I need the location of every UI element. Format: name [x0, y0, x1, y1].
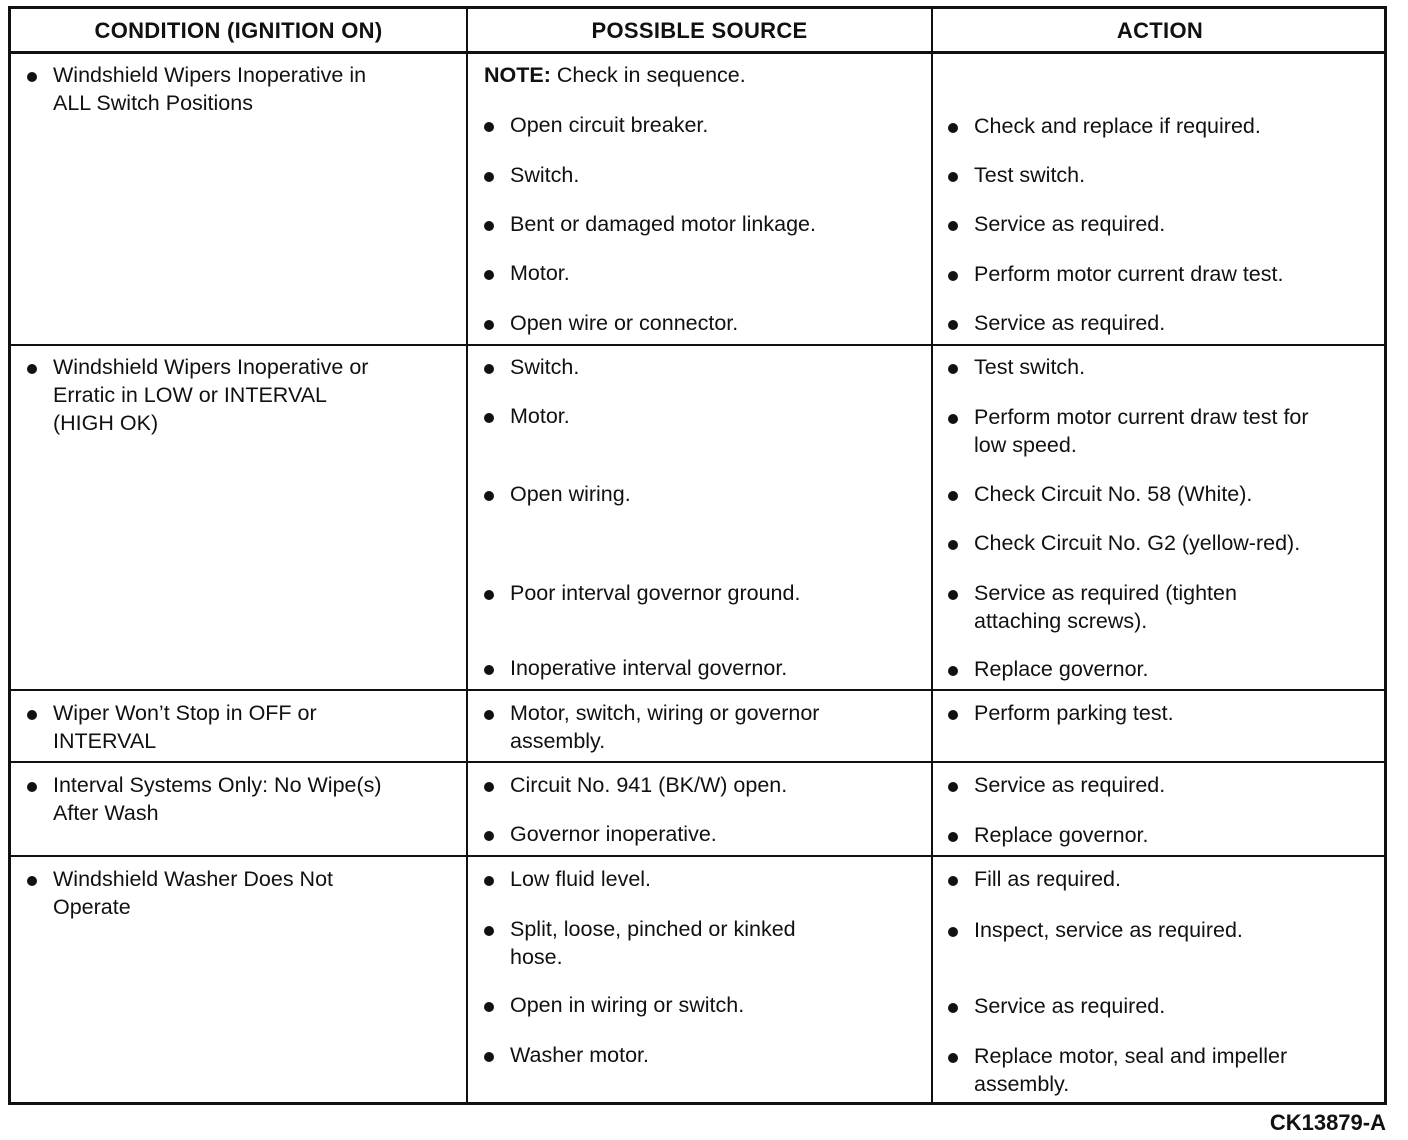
- bullet-icon: [948, 771, 974, 799]
- action-item: [974, 210, 1165, 238]
- bullet-icon: [27, 353, 53, 381]
- source-line: Open wiring.: [510, 482, 631, 506]
- bullet-icon: [27, 699, 53, 727]
- row-divider: [11, 761, 1384, 763]
- action-item: [974, 916, 1243, 944]
- bullet-icon: [484, 699, 510, 727]
- row-divider: [11, 344, 1384, 346]
- bullet-icon: [484, 1041, 510, 1069]
- source-item: [510, 402, 570, 430]
- bullet-icon: [484, 353, 510, 381]
- source-item: [510, 353, 579, 381]
- bullet-icon: [948, 579, 974, 607]
- bullet-icon: [948, 112, 974, 140]
- note: [484, 61, 746, 89]
- bullet-icon: [948, 699, 974, 727]
- source-item: [510, 865, 651, 893]
- action-line: attaching screws).: [974, 609, 1148, 633]
- action-item: [974, 992, 1165, 1020]
- source-line: Open circuit breaker.: [510, 113, 709, 137]
- source-line: assembly.: [510, 729, 606, 753]
- action-line: Fill as required.: [974, 867, 1121, 891]
- action-line: Check and replace if required.: [974, 114, 1261, 138]
- action-line: Test switch.: [974, 355, 1086, 379]
- column-divider: [466, 9, 468, 1102]
- action-item: [974, 655, 1149, 683]
- source-line: Open in wiring or switch.: [510, 993, 745, 1017]
- source-line: Motor, switch, wiring or governor: [510, 701, 820, 725]
- action-line: Service as required.: [974, 311, 1166, 335]
- bullet-icon: [948, 210, 974, 238]
- bullet-icon: [484, 820, 510, 848]
- action-item: [974, 699, 1174, 727]
- source-item: [510, 161, 579, 189]
- condition-header: CONDITION (IGNITION ON): [94, 18, 383, 43]
- bullet-icon: [484, 111, 510, 139]
- source-line: Switch.: [510, 355, 580, 379]
- source-item: [510, 1041, 649, 1069]
- condition-line: Windshield Wipers Inoperative or: [53, 355, 369, 379]
- action-line: Check Circuit No. G2 (yellow-red).: [974, 531, 1301, 555]
- source-item: [510, 259, 570, 287]
- bullet-icon: [27, 61, 53, 89]
- source-line: Inoperative interval governor.: [510, 656, 788, 680]
- bullet-icon: [948, 161, 974, 189]
- action-line: Service as required (tighten: [974, 581, 1237, 605]
- bullet-icon: [948, 1042, 974, 1070]
- action-item: [974, 112, 1261, 140]
- condition-line: (HIGH OK): [53, 411, 159, 435]
- bullet-icon: [948, 353, 974, 381]
- action-item: [974, 260, 1283, 288]
- source-line: Circuit No. 941 (BK/W) open.: [510, 773, 788, 797]
- bullet-icon: [484, 259, 510, 287]
- condition-line: INTERVAL: [53, 729, 157, 753]
- action-item: [974, 403, 1309, 459]
- action-line: Service as required.: [974, 994, 1166, 1018]
- note-label: NOTE:: [484, 63, 551, 87]
- condition-line: ALL Switch Positions: [53, 91, 253, 115]
- bullet-icon: [484, 309, 510, 337]
- source-item: [510, 309, 738, 337]
- source-item: [510, 210, 816, 238]
- source-item: [510, 654, 787, 682]
- source-line: Split, loose, pinched or kinked: [510, 917, 796, 941]
- figure-code: CK13879-A: [1269, 1110, 1386, 1135]
- source-line: Motor.: [510, 261, 570, 285]
- bullet-icon: [484, 402, 510, 430]
- action-line: Service as required.: [974, 773, 1166, 797]
- action-header: ACTION: [1116, 18, 1204, 43]
- bullet-icon: [484, 915, 510, 943]
- action-line: low speed.: [974, 433, 1077, 457]
- source-item: [510, 579, 800, 607]
- action-item: [974, 480, 1252, 508]
- condition-line: Interval Systems Only: No Wipe(s): [53, 773, 382, 797]
- source-item: [510, 915, 796, 971]
- bullet-icon: [484, 480, 510, 508]
- diagnosis-table: [8, 6, 1387, 1105]
- bullet-icon: [948, 992, 974, 1020]
- bullet-icon: [948, 480, 974, 508]
- condition-line: Windshield Washer Does Not: [53, 867, 334, 891]
- row-divider: [11, 855, 1384, 857]
- bullet-icon: [27, 771, 53, 799]
- action-item: [974, 161, 1085, 189]
- action-item: [974, 821, 1149, 849]
- source-item: [510, 820, 717, 848]
- condition-line: Wiper Won’t Stop in OFF or: [53, 701, 317, 725]
- source-line: Bent or damaged motor linkage.: [510, 212, 816, 236]
- source-item: [510, 771, 787, 799]
- action-item: [974, 529, 1300, 557]
- condition-line: Operate: [53, 895, 131, 919]
- action-item: [974, 1042, 1287, 1098]
- action-item: [974, 865, 1121, 893]
- action-item: [974, 353, 1085, 381]
- source-line: Low fluid level.: [510, 867, 652, 891]
- note-text: Check in sequence.: [550, 63, 746, 87]
- source-line: Poor interval governor ground.: [510, 581, 801, 605]
- source-header: POSSIBLE SOURCE: [591, 18, 808, 43]
- action-line: Perform motor current draw test for: [974, 405, 1309, 429]
- bullet-icon: [948, 529, 974, 557]
- action-line: Test switch.: [974, 163, 1086, 187]
- bullet-icon: [484, 865, 510, 893]
- action-line: assembly.: [974, 1072, 1070, 1096]
- bullet-icon: [948, 916, 974, 944]
- condition-line: After Wash: [53, 801, 159, 825]
- action-line: Replace governor.: [974, 657, 1149, 681]
- bullet-icon: [948, 309, 974, 337]
- condition-cell: [53, 699, 317, 755]
- action-line: Service as required.: [974, 212, 1166, 236]
- condition-cell: [53, 353, 368, 437]
- action-line: Check Circuit No. 58 (White).: [974, 482, 1253, 506]
- action-line: Perform parking test.: [974, 701, 1174, 725]
- action-item: [974, 309, 1165, 337]
- bullet-icon: [484, 210, 510, 238]
- source-line: Motor.: [510, 404, 570, 428]
- bullet-icon: [948, 865, 974, 893]
- action-item: [974, 579, 1237, 635]
- source-line: Washer motor.: [510, 1043, 649, 1067]
- source-line: Switch.: [510, 163, 580, 187]
- bullet-icon: [948, 821, 974, 849]
- bullet-icon: [484, 579, 510, 607]
- bullet-icon: [484, 161, 510, 189]
- bullet-icon: [27, 865, 53, 893]
- source-item: [510, 991, 744, 1019]
- bullet-icon: [948, 403, 974, 431]
- condition-line: Erratic in LOW or INTERVAL: [53, 383, 327, 407]
- source-line: Governor inoperative.: [510, 822, 717, 846]
- bullet-icon: [484, 771, 510, 799]
- source-item: [510, 111, 708, 139]
- action-line: Replace governor.: [974, 823, 1149, 847]
- action-line: Perform motor current draw test.: [974, 262, 1284, 286]
- bullet-icon: [948, 655, 974, 683]
- condition-cell: [53, 771, 382, 827]
- source-item: [510, 699, 819, 755]
- condition-cell: [53, 865, 333, 921]
- bullet-icon: [484, 991, 510, 1019]
- condition-cell: [53, 61, 366, 117]
- bullet-icon: [948, 260, 974, 288]
- source-line: hose.: [510, 945, 563, 969]
- source-item: [510, 480, 631, 508]
- bullet-icon: [484, 654, 510, 682]
- condition-line: Windshield Wipers Inoperative in: [53, 63, 367, 87]
- column-divider: [931, 9, 933, 1102]
- action-item: [974, 771, 1165, 799]
- source-line: Open wire or connector.: [510, 311, 739, 335]
- action-line: Replace motor, seal and impeller: [974, 1044, 1288, 1068]
- row-divider: [11, 689, 1384, 691]
- action-line: Inspect, service as required.: [974, 918, 1243, 942]
